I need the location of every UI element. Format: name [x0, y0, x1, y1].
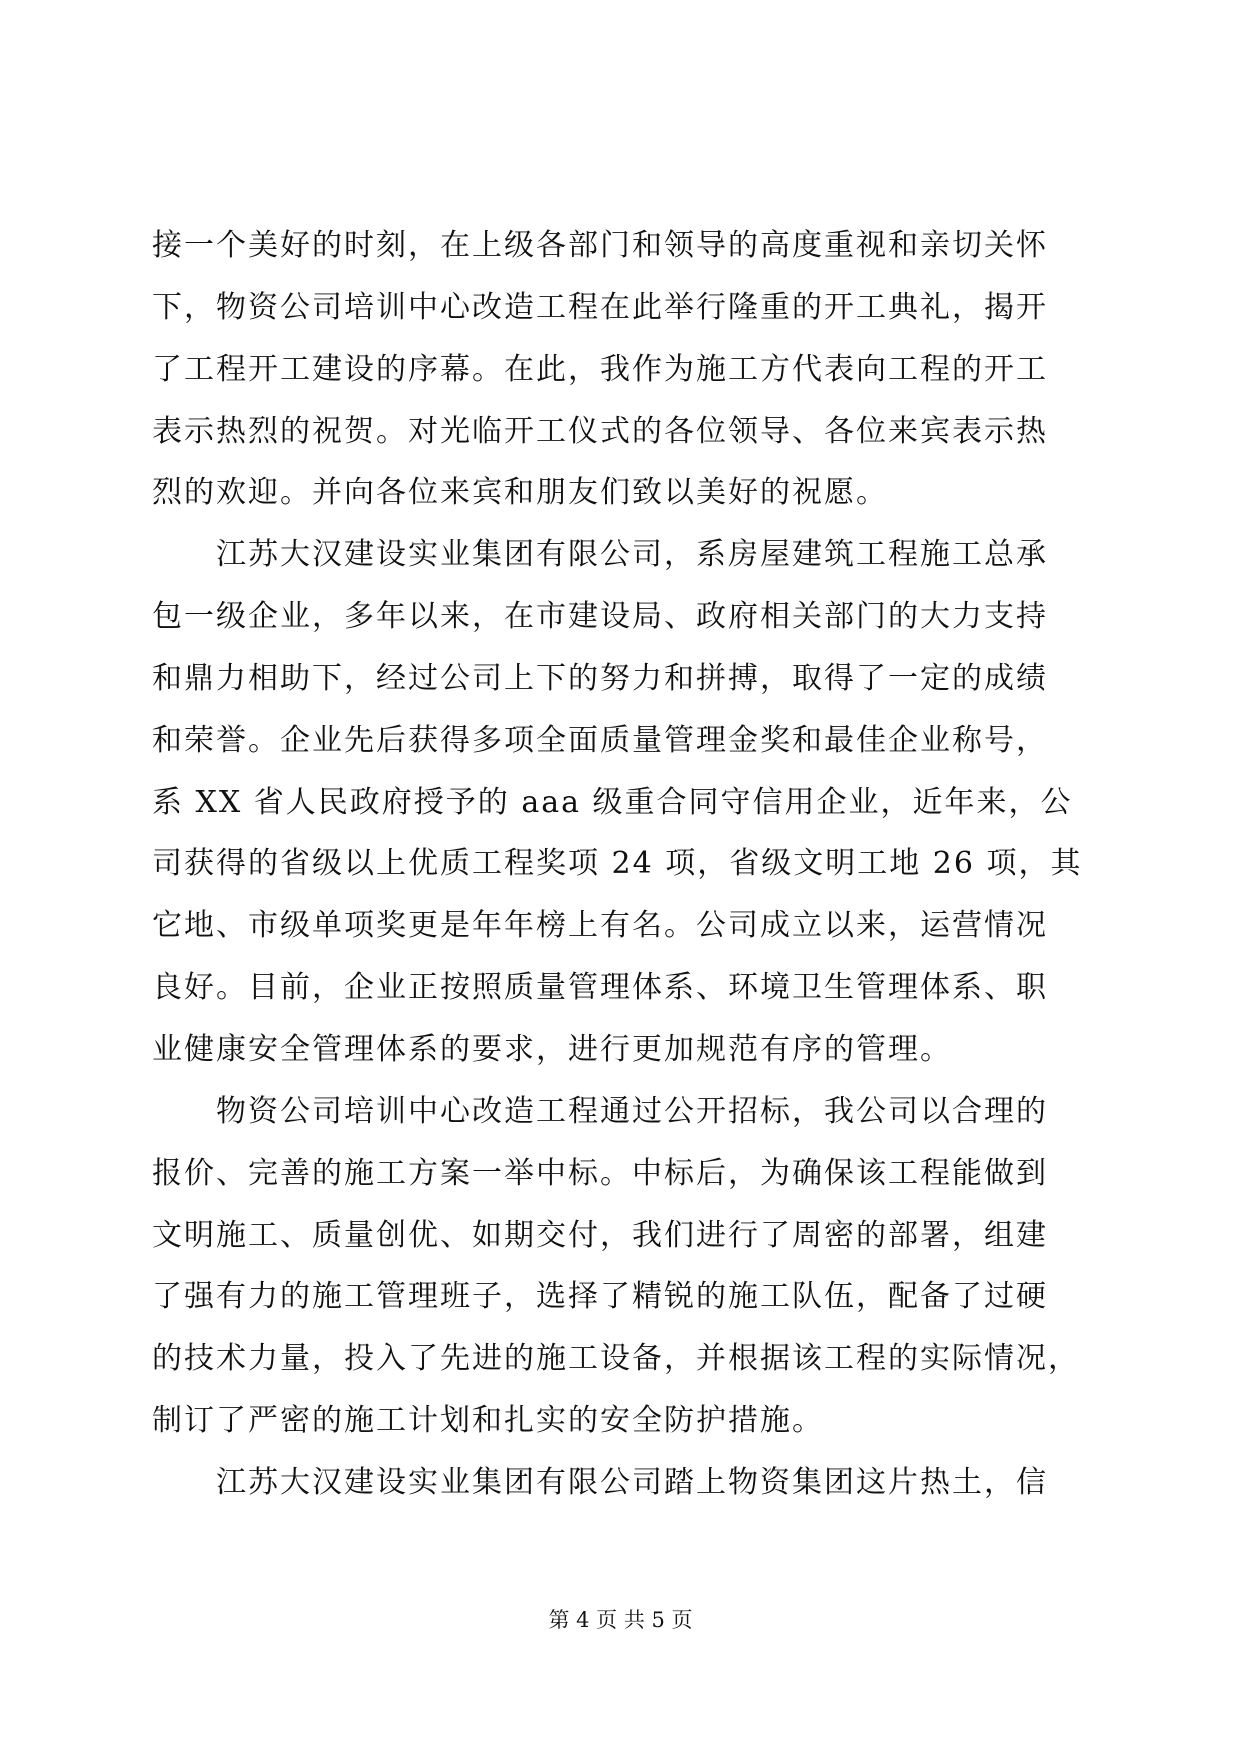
text-line: 了工程开工建设的序幕。在此，我作为施工方代表向工程的开工	[152, 351, 1048, 387]
text-line: 江苏大汉建设实业集团有限公司踏上物资集团这片热土，信	[152, 1464, 1048, 1500]
text-line: 接一个美好的时刻，在上级各部门和领导的高度重视和亲切关怀	[152, 228, 1048, 263]
text-line: 下，物资公司培训中心改造工程在此举行隆重的开工典礼，揭开	[152, 289, 1048, 325]
text-line: 它地、市级单项奖更是年年榜上有名。公司成立以来，运营情况	[152, 908, 1048, 944]
text-line: 制订了严密的施工计划和扎实的安全防护措施。	[152, 1403, 824, 1439]
text-line: 表示热烈的祝贺。对光临开工仪式的各位领导、各位来宾表示热	[152, 413, 1048, 449]
text-line: 文明施工、质量创优、如期交付，我们进行了周密的部署，组建	[152, 1217, 1048, 1253]
text-line: 物资公司培训中心改造工程通过公开招标，我公司以合理的	[152, 1093, 1048, 1129]
text-line: 包一级企业，多年以来，在市建设局、政府相关部门的大力支持	[152, 599, 1048, 635]
body-text	[152, 228, 1083, 1530]
text-line: 烈的欢迎。并向各位来宾和朋友们致以美好的祝愿。	[152, 475, 888, 511]
text-line: 和荣誉。企业先后获得多项全面质量管理金奖和最佳企业称号，	[152, 722, 1048, 758]
text-line: 的技术力量，投入了先进的施工设备，并根据该工程的实际情况，	[152, 1341, 1080, 1377]
text-line: 报价、完善的施工方案一举中标。中标后，为确保该工程能做到	[152, 1155, 1048, 1191]
text-line: 良好。目前，企业正按照质量管理体系、环境卫生管理体系、职	[152, 970, 1048, 1006]
text-line: 和鼎力相助下，经过公司上下的努力和拼搏，取得了一定的成绩	[152, 660, 1048, 696]
text-line: 系 XX 省人民政府授予的 aaa 级重合同守信用企业，近年来，公	[152, 784, 1073, 820]
text-line: 业健康安全管理体系的要求，进行更加规范有序的管理。	[152, 1031, 952, 1067]
text-line: 江苏大汉建设实业集团有限公司，系房屋建筑工程施工总承	[152, 537, 1048, 573]
page-number-footer: 第 4 页 共 5 页	[548, 1608, 693, 1632]
text-line: 司获得的省级以上优质工程奖项 24 项，省级文明工地 26 项，其	[152, 846, 1083, 882]
text-line: 了强有力的施工管理班子，选择了精锐的施工队伍，配备了过硬	[152, 1279, 1048, 1315]
